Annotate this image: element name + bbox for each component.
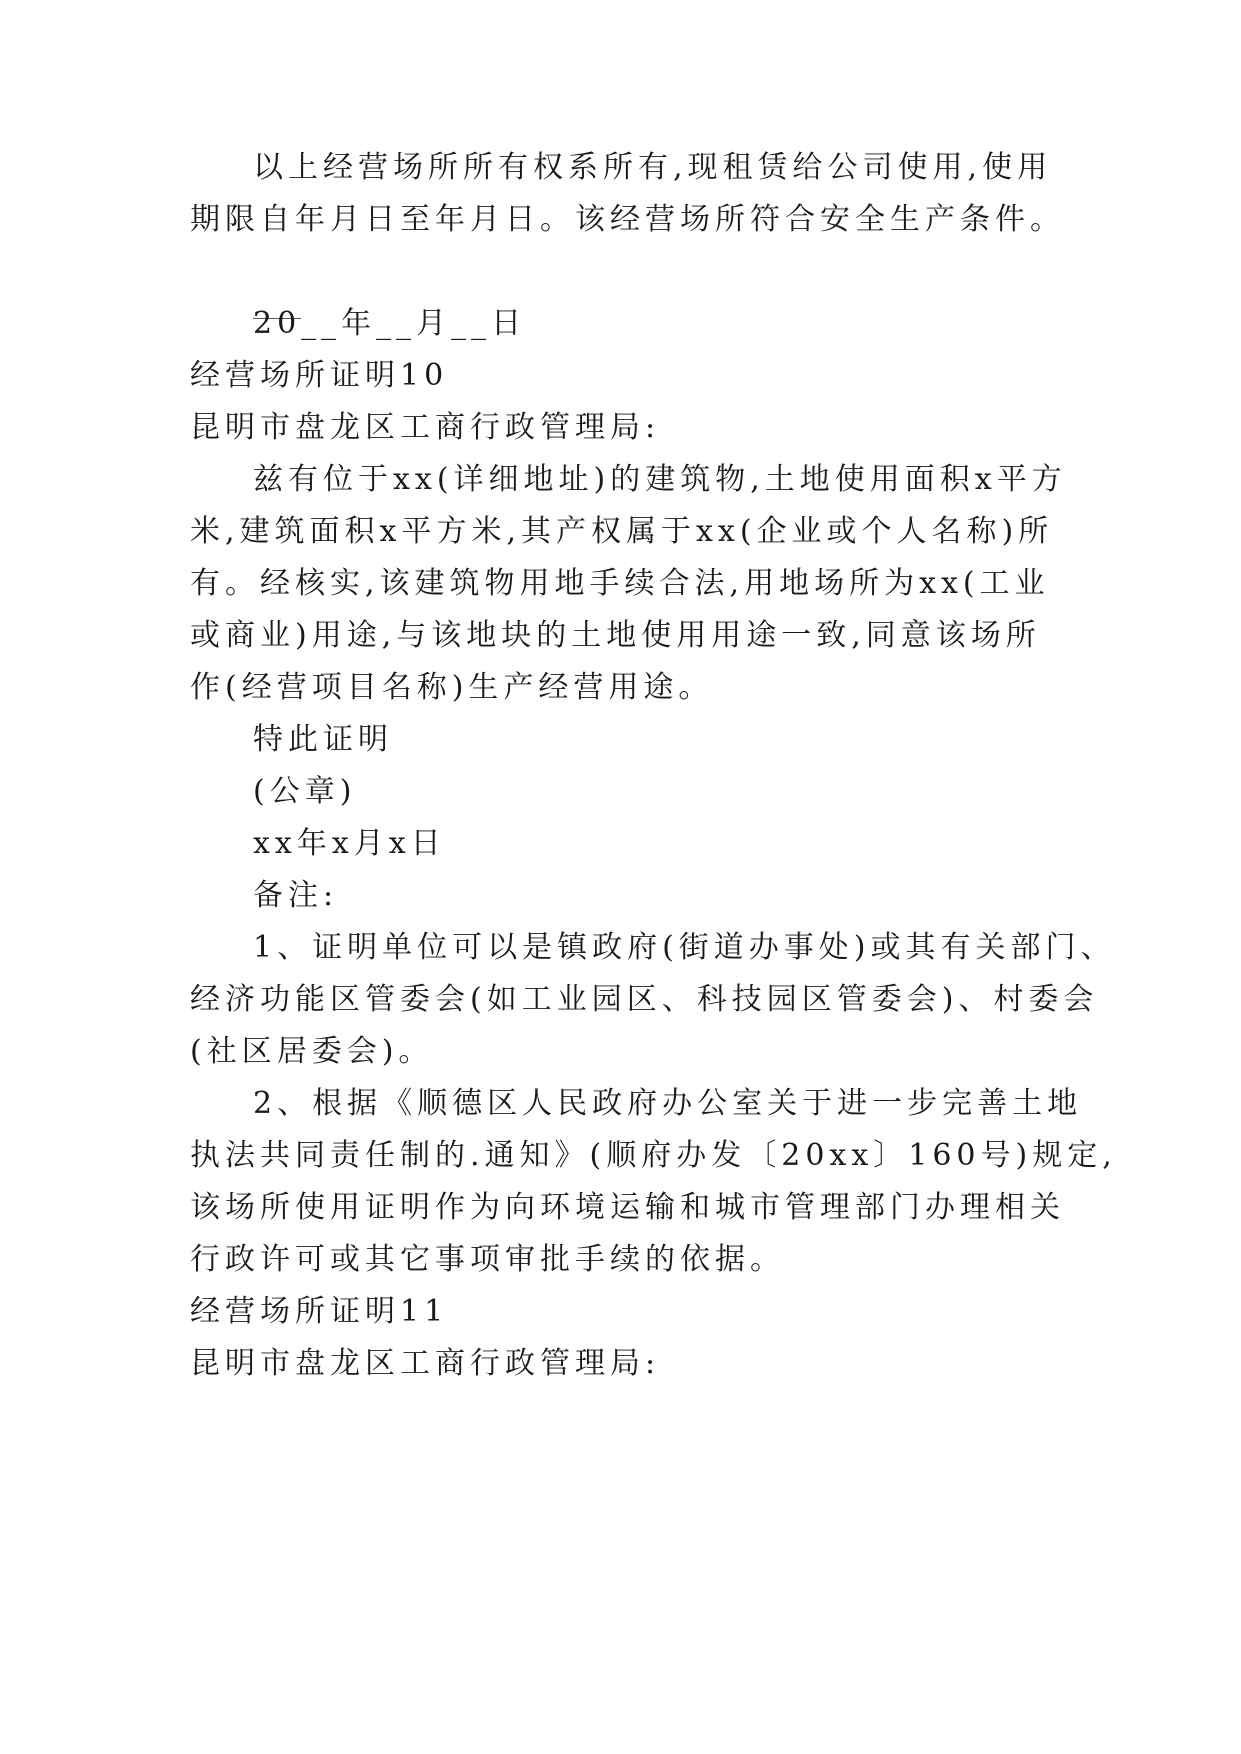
paragraph-line: 期限自年月日至年月日。该经营场所符合安全生产条件。	[190, 202, 1065, 237]
date-line: 20__年__月__日	[253, 306, 527, 341]
addressee: 昆明市盘龙区工商行政管理局:	[190, 410, 661, 445]
paragraph-line: 兹有位于xx(详细地址)的建筑物,土地使用面积x平方	[253, 462, 1067, 497]
certify-line: 特此证明	[253, 722, 393, 757]
addressee: 昆明市盘龙区工商行政管理局:	[190, 1346, 661, 1381]
paragraph-line: 米,建筑面积x平方米,其产权属于xx(企业或个人名称)所	[190, 514, 1054, 549]
paragraph-line: 有。经核实,该建筑物用地手续合法,用地场所为xx(工业	[190, 566, 1050, 601]
note-line: 行政许可或其它事项审批手续的依据。	[190, 1242, 785, 1277]
seal-line: (公章)	[253, 774, 357, 809]
section-title: 经营场所证明11	[190, 1294, 449, 1329]
paragraph-line: 作(经营项目名称)生产经营用途。	[190, 670, 714, 705]
section-title: 经营场所证明10	[190, 358, 449, 393]
date-line: xx年x月x日	[253, 826, 446, 861]
paragraph-line: 以上经营场所所有权系所有,现租赁给公司使用,使用	[253, 150, 1053, 185]
note-line: 经济功能区管委会(如工业园区、科技园区管委会)、村委会	[190, 982, 1099, 1017]
note-line: (社区居委会)。	[190, 1034, 434, 1069]
note-line: 执法共同责任制的.通知》(顺府办发〔20xx〕160号)规定,	[190, 1138, 1117, 1173]
note-line: 该场所使用证明作为向环境运输和城市管理部门办理相关	[190, 1190, 1065, 1225]
note-line: 1、证明单位可以是镇政府(街道办事处)或其有关部门、	[253, 930, 1116, 965]
notes-heading: 备注:	[253, 878, 339, 913]
note-line: 2、根据《顺德区人民政府办公室关于进一步完善土地	[253, 1086, 1083, 1121]
paragraph-line: 或商业)用途,与该地块的土地使用用途一致,同意该场所	[190, 618, 1041, 653]
